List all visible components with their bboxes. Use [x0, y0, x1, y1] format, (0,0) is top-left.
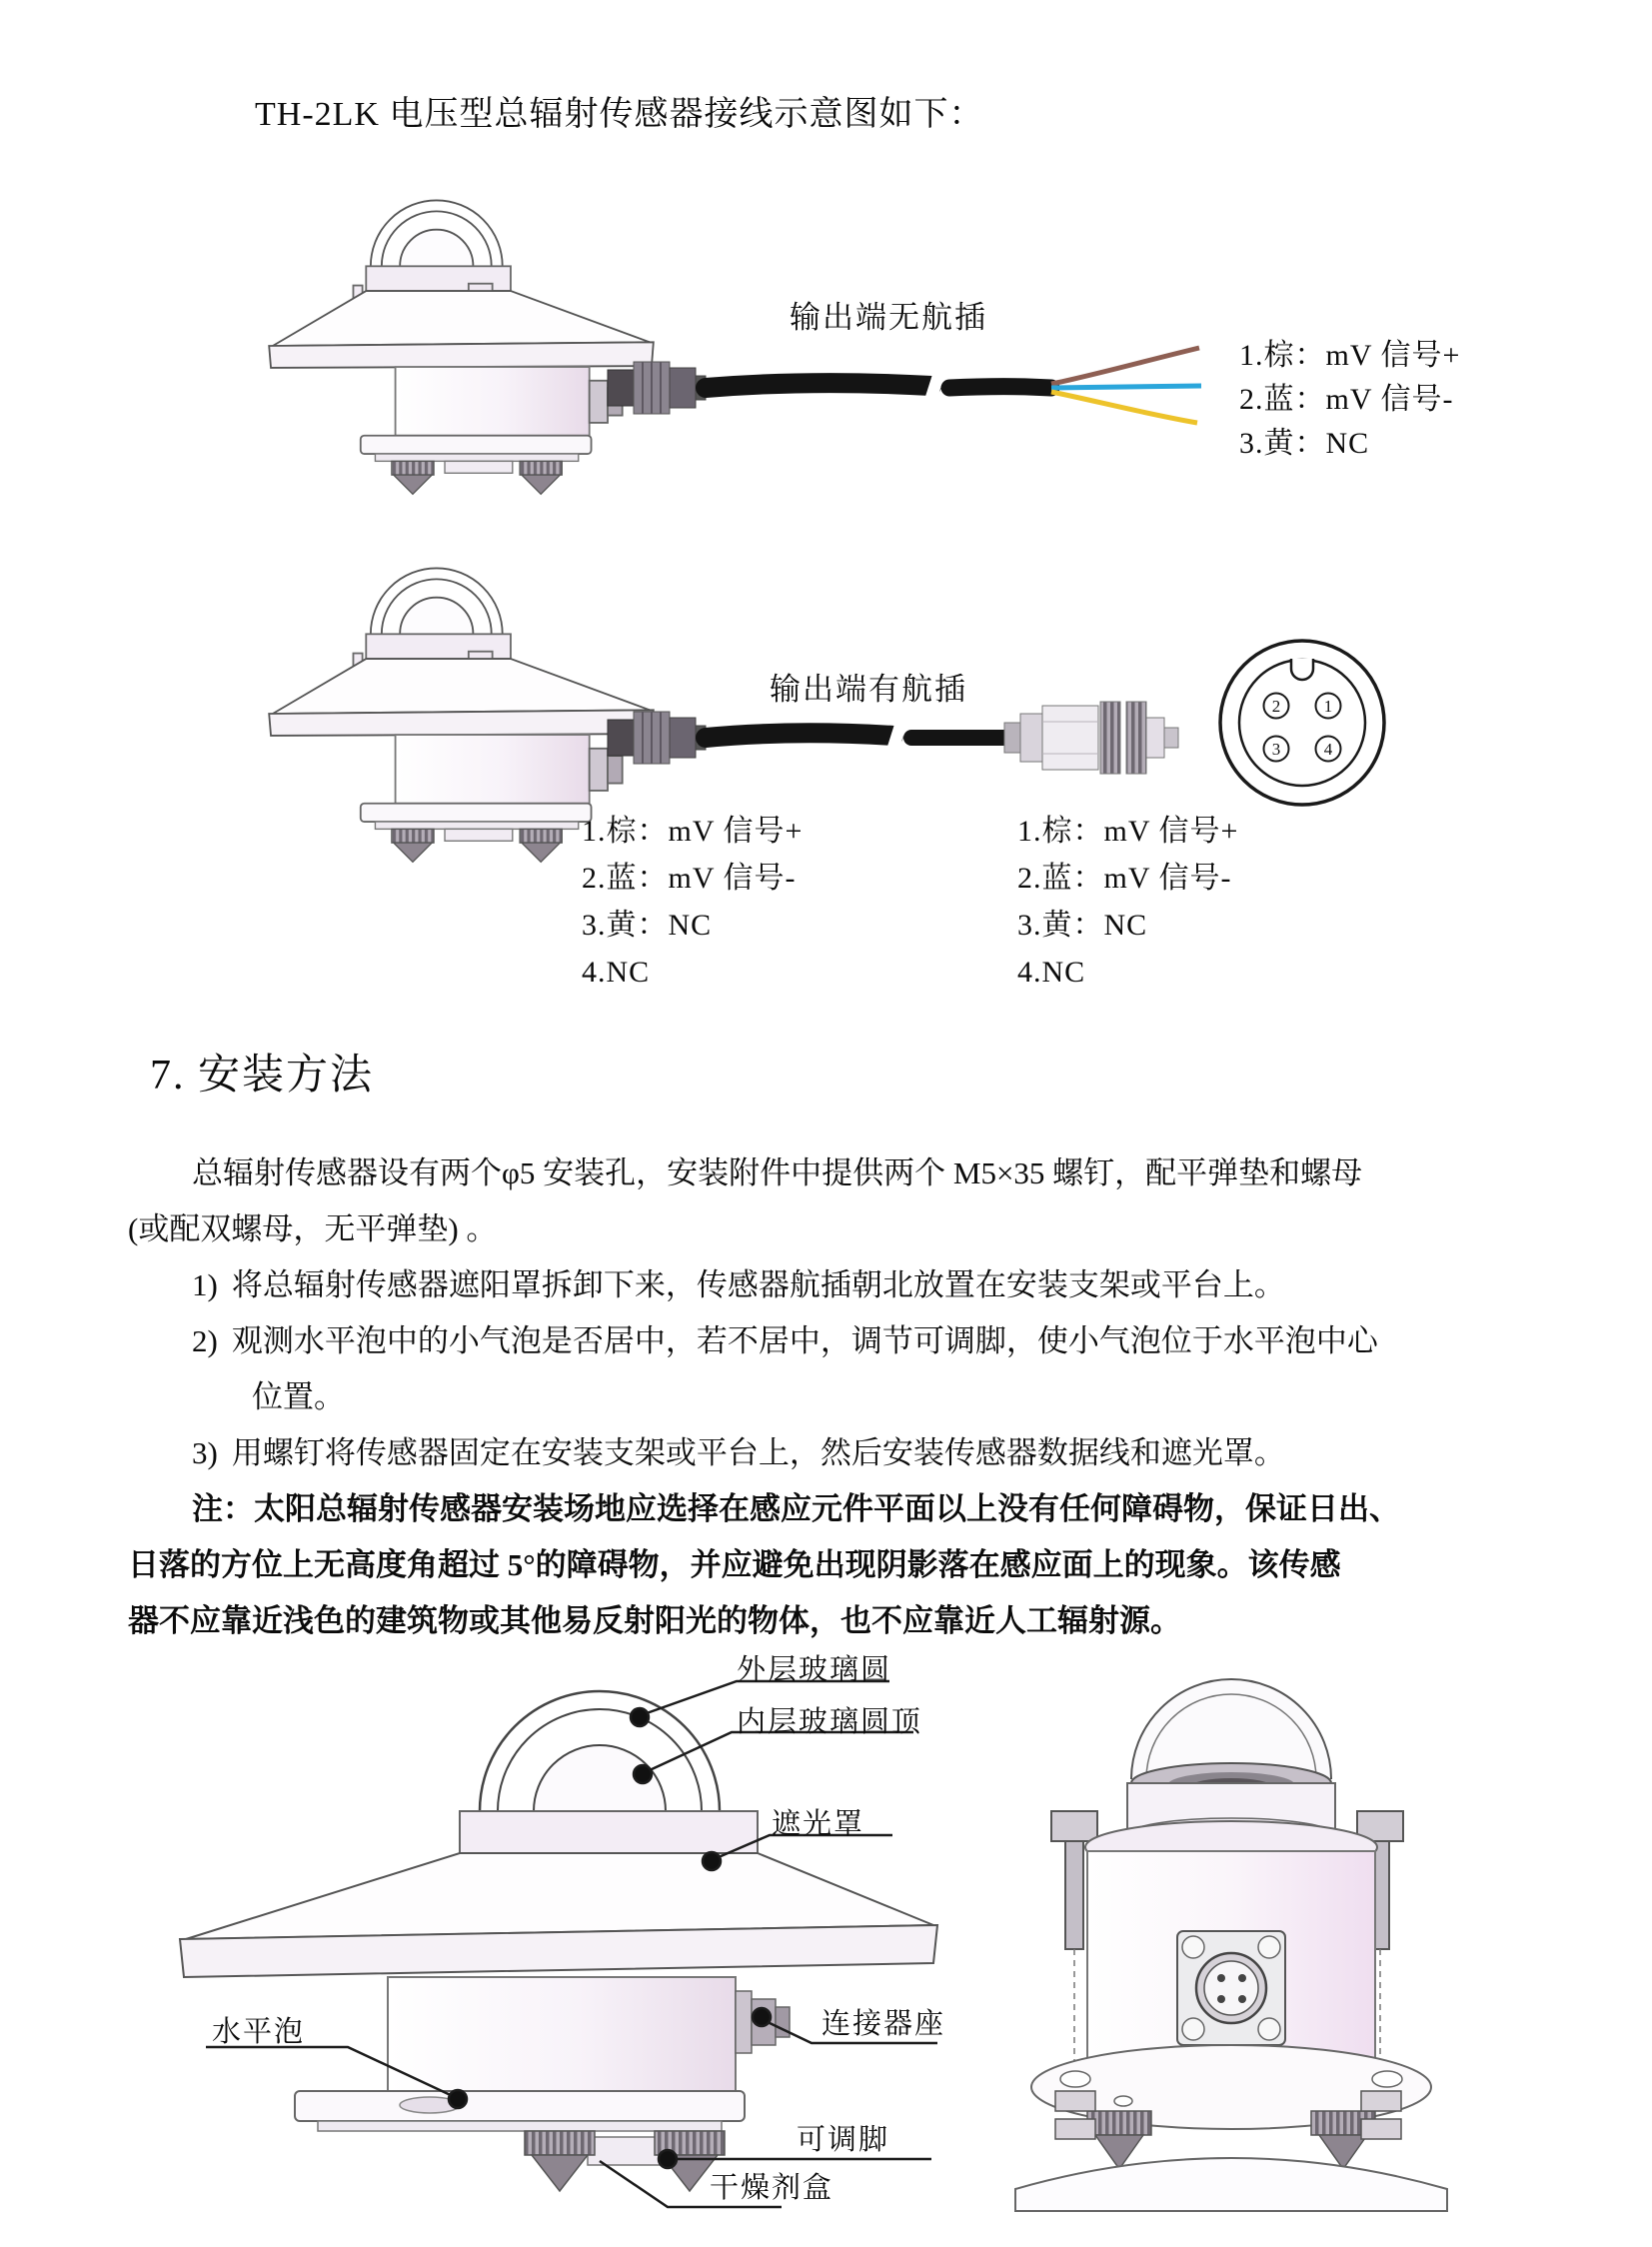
pin-label: 2.蓝：mV 信号-	[582, 862, 797, 895]
pin-number: 1	[1323, 697, 1333, 716]
cable-break-mark	[927, 366, 941, 410]
section-heading: 7. 安装方法	[150, 1053, 375, 1099]
callout-level-bubble-label: 水平泡	[212, 2016, 306, 2048]
intro-line: (或配双螺母，无平弹垫) 。	[128, 1211, 498, 1246]
callout-adjustable-foot-label: 可调脚	[797, 2124, 890, 2156]
callout-desiccant-box-label: 干燥剂盒	[710, 2172, 834, 2204]
wire-yellow	[1051, 392, 1197, 423]
list-item	[128, 1257, 1547, 1313]
diagram2-caption: 输出端有航插	[770, 672, 967, 707]
wire-label-yellow: 3.黄：NC	[1239, 427, 1370, 460]
pin-number: 4	[1323, 740, 1333, 759]
sensor-cutaway-figure	[180, 1691, 937, 2191]
pin-assignment-list-plug	[1017, 808, 1238, 996]
pin-label: 1.棕：mV 信号+	[1017, 815, 1239, 848]
step-text: 用螺钉将传感器固定在安装支架或平台上，然后安装传感器数据线和遮光罩。	[231, 1435, 1285, 1470]
note-line: 器不应靠近浅色的建筑物或其他易反射阳光的物体，也不应靠近人工辐射源。	[128, 1603, 1181, 1638]
pin-label: 1.棕：mV 信号+	[582, 815, 804, 848]
cable-connector	[608, 712, 706, 764]
aviation-plug	[1004, 702, 1178, 774]
callout-shade-cover-label: 遮光罩	[772, 1808, 865, 1840]
step-number: 1)	[192, 1267, 218, 1302]
cable-no-plug-illustration	[600, 330, 1219, 440]
intro-line: 总辐射传感器设有两个φ5 安装孔，安装附件中提供两个 M5×35 螺钉，配平弹垫和螺母	[192, 1155, 1363, 1190]
callout-inner-glass-label: 内层玻璃圆顶	[737, 1706, 923, 1738]
step-number: 3)	[192, 1435, 218, 1470]
connector-socket	[1177, 1931, 1285, 2045]
page-title: TH-2LK 电压型总辐射传感器接线示意图如下：	[255, 96, 984, 133]
install-instructions	[128, 1145, 1547, 1649]
list-item	[128, 1313, 1547, 1369]
callout-outer-glass-label: 外层玻璃圆	[737, 1654, 892, 1686]
pin-label: 3.黄：NC	[1017, 909, 1148, 942]
step-number: 2)	[192, 1323, 218, 1358]
pin-assignment-list-cable	[582, 808, 803, 996]
wire-label-brown: 1.棕：mV 信号+	[1239, 339, 1461, 372]
wire-blue	[1051, 386, 1201, 388]
cable-segment	[706, 383, 931, 388]
cable-segment	[949, 387, 1051, 389]
list-item	[128, 1425, 1547, 1481]
pin-number: 3	[1271, 740, 1281, 759]
pin-label: 4.NC	[582, 956, 651, 989]
pin-label: 4.NC	[1017, 956, 1086, 989]
aviation-plug-face-diagram	[1211, 630, 1396, 815]
wire-brown	[1051, 348, 1199, 384]
pin-label: 3.黄：NC	[582, 909, 713, 942]
note-line: 注：太阳总辐射传感器安装场地应选择在感应元件平面以上没有任何障碍物，保证日出、	[192, 1491, 1400, 1526]
cable-segment	[706, 733, 893, 738]
note-line: 日落的方位上无高度角超过 5°的障碍物，并应避免出现阴影落在感应面上的现象。该传感	[128, 1547, 1341, 1582]
sensor-mounting-figure	[1015, 1679, 1447, 2211]
plug-key-notch	[1291, 659, 1313, 680]
wire-label-blue: 2.蓝：mV 信号-	[1239, 383, 1454, 416]
cable-connector	[608, 362, 706, 414]
pin-label: 2.蓝：mV 信号-	[1017, 862, 1232, 895]
diagram1-caption: 输出端无航插	[790, 300, 987, 335]
callout-connector-seat-label: 连接器座	[822, 2008, 946, 2040]
pin-number: 2	[1271, 697, 1281, 716]
step-text: 将总辐射传感器遮阳罩拆卸下来，传感器航插朝北放置在安装支架或平台上。	[231, 1267, 1285, 1302]
cable-break-mark	[889, 716, 903, 760]
step-text: 观测水平泡中的小气泡是否居中，若不居中，调节可调脚，使小气泡位于水平泡中心	[231, 1323, 1378, 1358]
list-item-continuation: 位置。	[252, 1379, 345, 1414]
